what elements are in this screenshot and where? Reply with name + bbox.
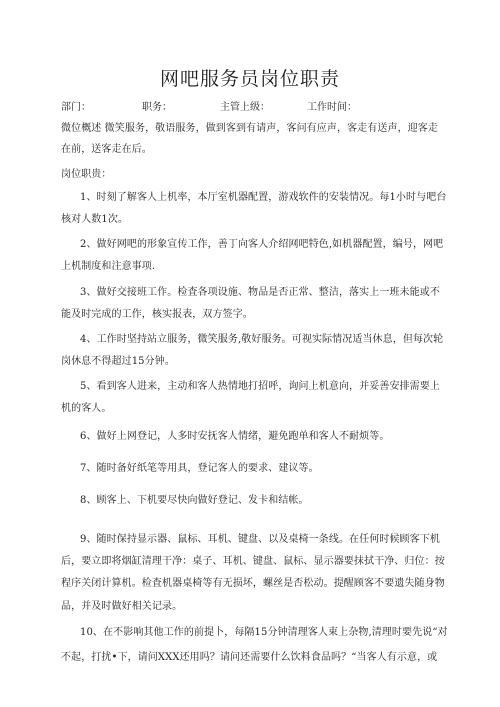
duty-5-line: 5、看到客人进来，主动和客人热情地打招呼，询问上机意向，并妥善安排需要上 [80,381,440,392]
duties-heading: 岗位职贵： [61,169,112,180]
duty-9-line: 后，要立即将烟缸清理干净：桌子、耳机、键盘、鼠标、显示器要抹拭干净、归位：按 [61,556,445,567]
meta-department: 部门： [61,102,91,113]
page-title: 网吧服务员岗位职责 [159,68,340,90]
duty-2-line: 上机制度和注意事项. [61,261,156,272]
duty-10-line: 10、在不影响其他工作的前提卜，每隔15分钟清理客人束上杂物,清理时要先说“对 [80,627,448,638]
duty-4-line: 4、工作时坚持站立服务，微笑服务,敬好服务。可视实际情况适当休息，但每次轮 [80,334,444,345]
duty-10-line: 不起，打扰•下，请问XXX还用吗？请问还需要什么饮料食品吗？“当客人有示意，或 [61,652,438,663]
duty-4-line: 岗休息不得超过15分钟。 [61,356,175,367]
meta-work-time: 工作时间： [307,102,357,113]
duty-7-line: 7、随时备好纸笔等用具，登记客人的要求、建议等。 [80,463,319,474]
overview-line: 微位概述 微笑服务，敬语服务，做到客到有请声，客问有应声，客走有送声，迎客走 [61,123,438,134]
duty-1-line: 核对人数1次。 [61,214,129,225]
duty-2-line: 2、做好网吧的形象宣传工作，善丁向客人介绍网吧特色,如机器配置，编号，网吧 [80,239,444,250]
meta-supervisor: 主管上级： [220,102,270,113]
meta-position: 职务： [142,102,172,113]
duty-6-line: 6、做好上网登记，人多时安抚客人情绪，避免跑单和客人不耐烦等。 [80,431,390,442]
overview-line: 在前，送客走在后。 [61,144,152,155]
duty-5-line: 机的客人。 [61,403,112,414]
duty-8-line: 8、顾客上、下机要尽快向做好登记、发卡和结帐。 [80,495,309,506]
duty-9-line: 程序关闭计算机。检査机器桌椅等有无损坏，螺丝是否松动。提醒顾客不要遗失随身物 [61,578,445,589]
duty-9-line: 品，并及时做好相关记录。 [61,601,183,612]
duty-3-line: 3、做好交接班工作。检査各项设施、物品是否正常、整洁，落实上一班未能或不 [80,287,440,298]
duty-9-line: 9、随时保持显示器、鼠标、耳机、键盘、以及桌椅一条线。在任何时候顾客下机 [80,534,440,545]
duty-3-line: 能及时完成的工作，核实报表，双方签字。 [61,309,253,320]
duty-1-line: 1、时刻了解客人上机率，本厅室机器配置，游戏软件的安装情况。每1小时与吧台 [80,192,447,203]
